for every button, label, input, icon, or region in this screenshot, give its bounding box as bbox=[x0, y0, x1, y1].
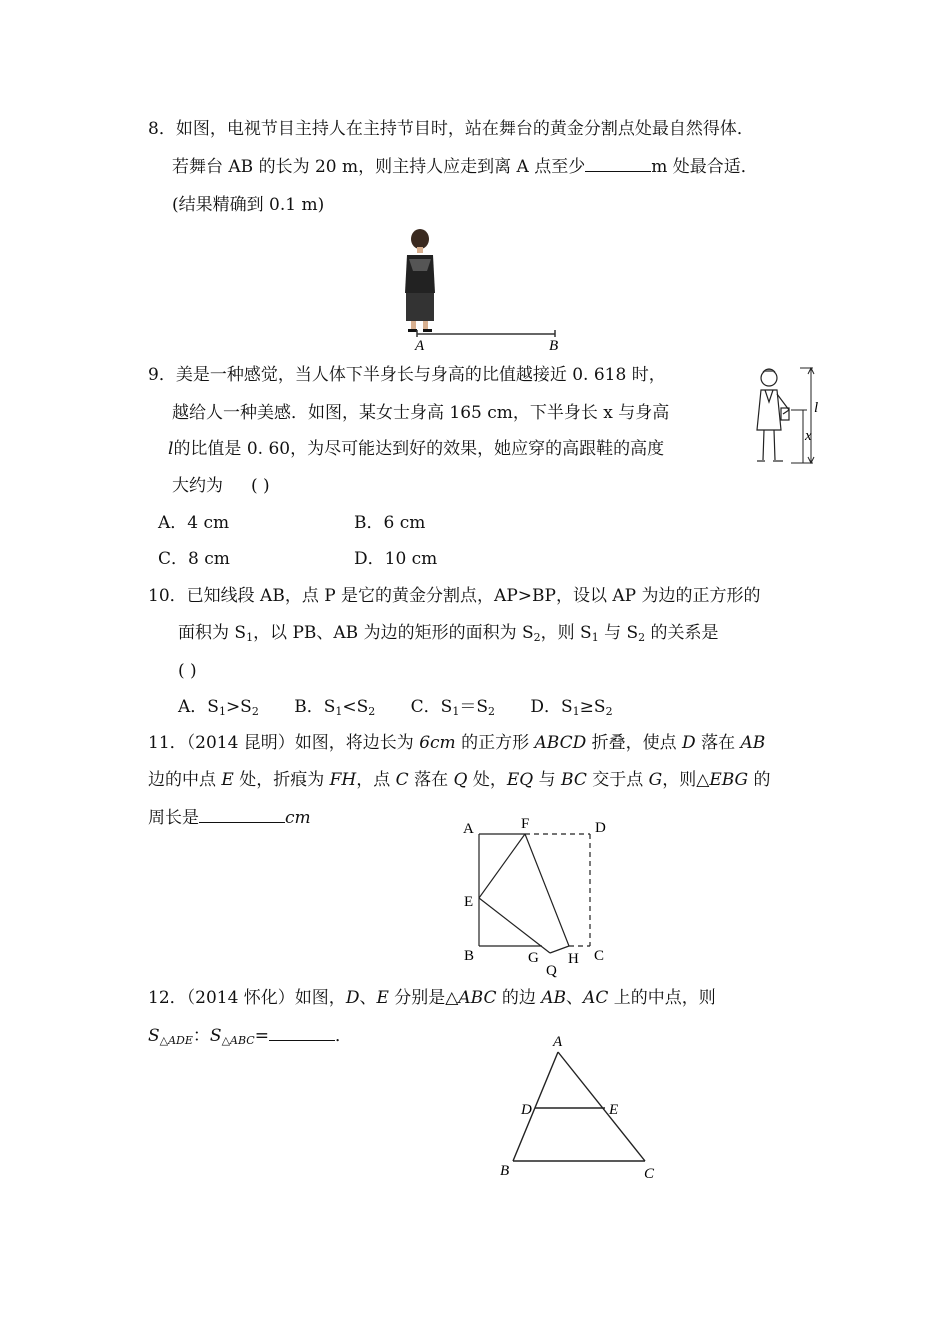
q11-source: （2014 昆明） bbox=[186, 733, 295, 753]
q9-number: 9． bbox=[148, 365, 176, 385]
point-a-label: A bbox=[553, 1034, 563, 1050]
q12-answer-blank[interactable] bbox=[269, 1024, 335, 1041]
point-c-label: C bbox=[644, 1166, 655, 1182]
q12-number: 12． bbox=[148, 988, 187, 1008]
woman-figure bbox=[757, 369, 789, 461]
q10-line1 bbox=[148, 584, 760, 608]
q9-option-b[interactable]: B．6 cm bbox=[354, 513, 426, 533]
q10-text-2d: 与 S bbox=[598, 623, 639, 643]
point-f-label: F bbox=[521, 816, 530, 832]
q8-text-3: (结果精确到 0.1 m) bbox=[172, 195, 325, 215]
q9-option-c[interactable]: C．8 cm bbox=[158, 549, 230, 569]
q10-sub: 2 bbox=[533, 631, 541, 644]
q11-line1: 11．（2014 昆明）如图，将边长为 6cm 的正方形 ABCD 折叠，使点 D 落在 AB bbox=[148, 733, 766, 753]
q11-number: 11． bbox=[148, 733, 187, 753]
side-ac bbox=[558, 1052, 645, 1161]
q10-options bbox=[178, 695, 613, 719]
q10-option-b[interactable]: B．$S_1<S_2$ bbox=[294, 697, 376, 718]
point-c-label: C bbox=[594, 948, 605, 964]
q9-line3 bbox=[168, 437, 664, 461]
q10-text-1: 已知线段 AB，点 P 是它的黄金分割点，AP>BP，设以 AP 为边的正方形的 bbox=[186, 586, 761, 606]
q9-line1 bbox=[148, 363, 666, 387]
point-q-label: Q bbox=[546, 963, 557, 979]
point-a-label: A bbox=[463, 821, 474, 837]
q8-text-2b: m 处最合适． bbox=[651, 157, 758, 177]
q12-line2: $S_{\triangle ADE}$：$S_{\triangle ABC}=$ ． bbox=[148, 1026, 352, 1047]
point-g-label: G bbox=[528, 950, 539, 966]
q9-text-3: 的比值是 0. 60，为尽可能达到好的效果，她应穿的高跟鞋的高度 bbox=[173, 439, 665, 459]
q10-number: 10． bbox=[148, 586, 187, 606]
q9-text-1: 美是一种感觉，当人体下半身长与身高的比值越接近 0. 618 时， bbox=[175, 365, 666, 385]
point-b-label: B bbox=[500, 1163, 510, 1179]
q10-text-2a: 面积为 S bbox=[178, 623, 247, 643]
point-e-label: E bbox=[464, 894, 474, 910]
q11-answer-blank[interactable] bbox=[199, 806, 285, 823]
q10-text-2b: ，以 PB、AB 为边的矩形的面积为 S bbox=[253, 623, 534, 643]
q8-figure bbox=[395, 225, 570, 353]
q8-line2 bbox=[172, 155, 758, 179]
presenter-figure bbox=[405, 229, 435, 332]
q11-unit: cm bbox=[285, 808, 311, 828]
point-h-label: H bbox=[568, 951, 579, 967]
q9-figure bbox=[745, 364, 830, 468]
point-d-label: D bbox=[521, 1102, 532, 1118]
point-d-label: D bbox=[595, 820, 606, 836]
q9-var-l: l bbox=[168, 439, 174, 459]
q12-line1: 12．（2014 怀化）如图，D、E 分别是△ABC 的边 AB、AC 上的中点，则 bbox=[148, 988, 716, 1008]
q11-line2: 边的中点 E 处，折痕为 FH，点 C 落在 Q 处，EQ 与 BC 交于点 G，则△EBG 的 bbox=[148, 770, 771, 790]
q10-option-d[interactable]: D．$S_1\ge S_2$ bbox=[530, 697, 613, 718]
q9-option-d[interactable]: D．10 cm bbox=[354, 549, 438, 569]
q12-figure bbox=[490, 1030, 665, 1185]
q9-line4 bbox=[172, 474, 270, 498]
q8-answer-blank[interactable] bbox=[585, 155, 651, 172]
q10-option-c[interactable]: C．$S_1=S_2$ bbox=[410, 697, 495, 718]
q11-line3: 周长是 cm bbox=[148, 808, 311, 828]
q10-option-a[interactable]: A．$S_1>S_2$ bbox=[178, 697, 259, 718]
q12-source: （2014 怀化） bbox=[186, 988, 295, 1008]
point-e-label: E bbox=[609, 1102, 619, 1118]
q9-option-a[interactable]: A．4 cm bbox=[158, 513, 230, 533]
q9-text-4: 大约为 bbox=[172, 476, 223, 496]
q8-text-2a: 若舞台 AB 的长为 20 m，则主持人应走到离 A 点至少 bbox=[172, 157, 586, 177]
q10-sub: 1 bbox=[591, 631, 599, 644]
side-ab bbox=[513, 1052, 558, 1161]
q9-text-2: 越给人一种美感．如图，某女士身高 165 cm，下半身长 x 与身高 bbox=[172, 403, 670, 423]
q10-text-2e: 的关系是 bbox=[645, 623, 719, 643]
q8-number: 8． bbox=[148, 119, 176, 139]
q10-text-2c: ，则 S bbox=[540, 623, 592, 643]
point-b-label: B bbox=[549, 338, 559, 353]
q10-sub: 2 bbox=[638, 631, 646, 644]
q9-answer-paren[interactable]: ( ) bbox=[251, 476, 270, 496]
q10-line2 bbox=[178, 621, 719, 645]
q10-answer-paren[interactable]: ( ) bbox=[178, 661, 197, 681]
label-l: l bbox=[814, 400, 819, 416]
q10-sub: 1 bbox=[246, 631, 254, 644]
point-b-label: B bbox=[464, 948, 475, 964]
q8-text-1: 如图，电视节目主持人在主持节目时，站在舞台的黄金分割点处最自然得体． bbox=[175, 119, 754, 139]
label-x: x bbox=[805, 428, 812, 444]
q11-figure bbox=[455, 812, 630, 982]
q8-line1 bbox=[148, 117, 754, 141]
point-a-label: A bbox=[415, 338, 425, 353]
